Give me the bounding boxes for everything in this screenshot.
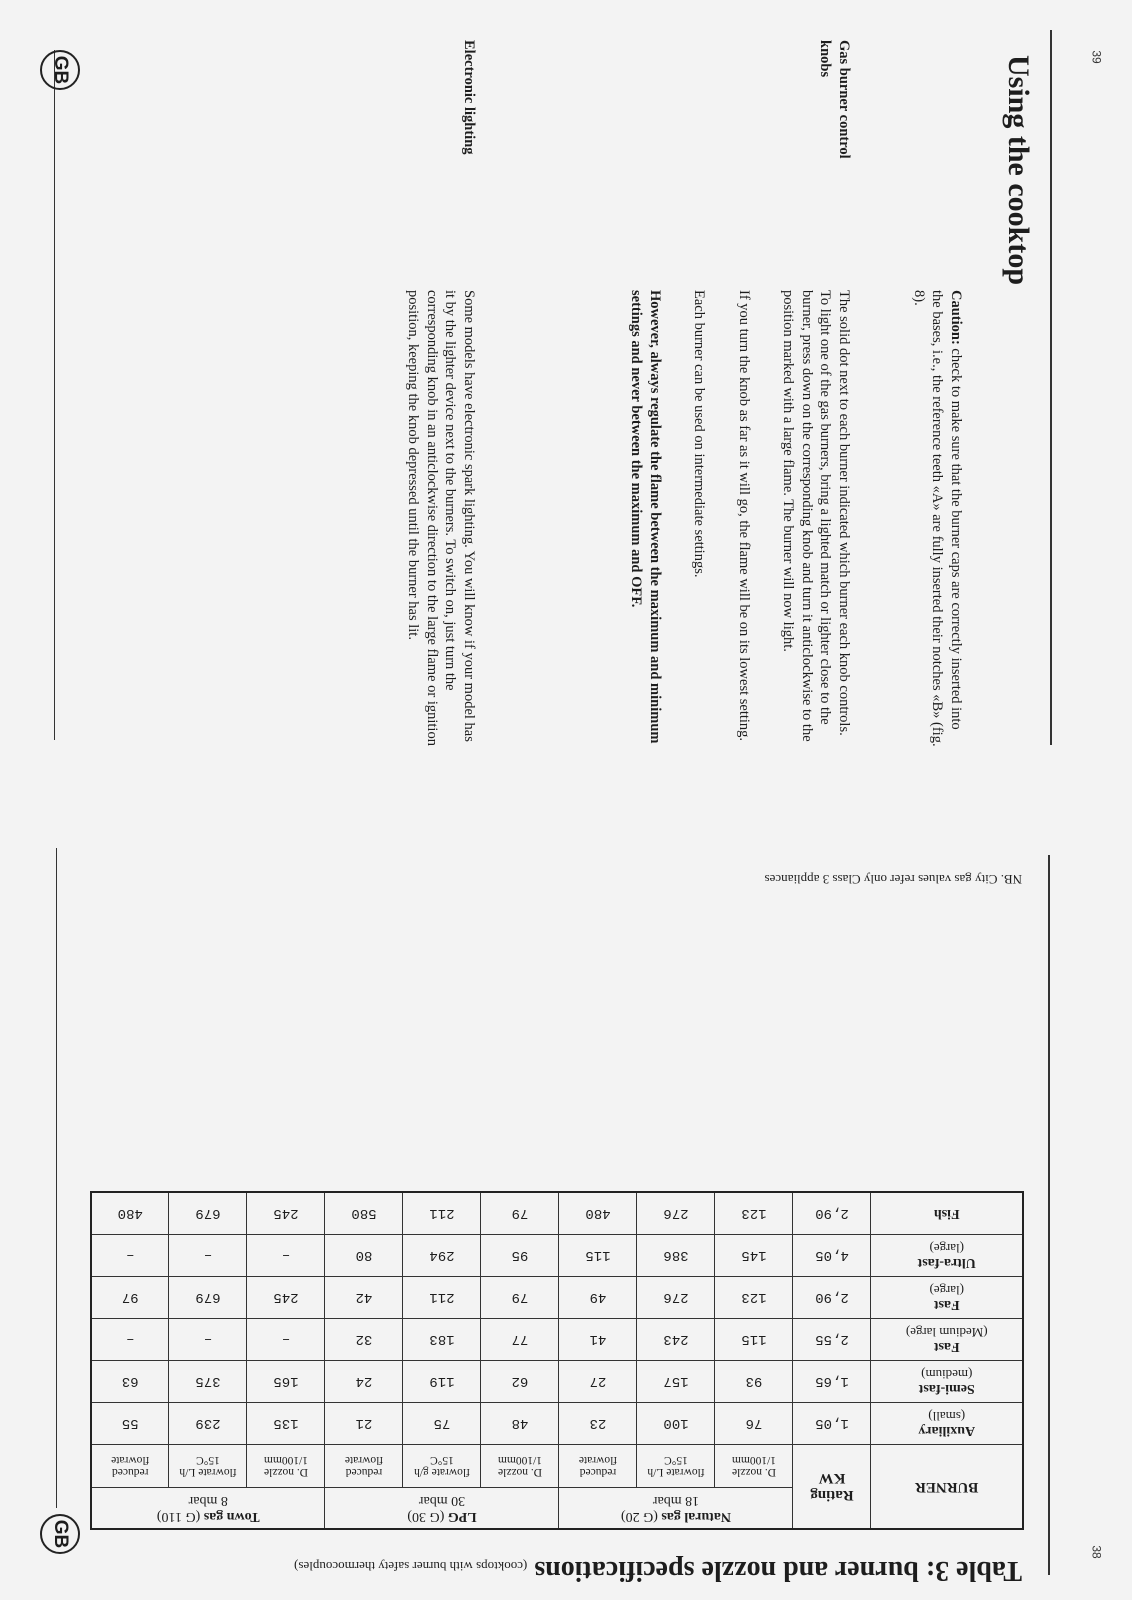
- burner-name-cell: [871, 1192, 1023, 1235]
- value-cell: 119: [403, 1361, 481, 1403]
- group-pressure: 8 mbar: [188, 1493, 228, 1508]
- table-subtitle: (cooktops with burner safety thermocouples): [294, 1559, 528, 1574]
- value-cell: 375: [169, 1361, 247, 1403]
- value-cell: 276: [637, 1277, 715, 1319]
- col-header: flowrate L/h 15°C: [169, 1445, 247, 1488]
- value-cell: 95: [481, 1235, 559, 1277]
- burner-name-cell: [871, 1361, 1023, 1403]
- town-gas-header: [91, 1488, 325, 1530]
- value-cell: –: [91, 1319, 169, 1361]
- value-cell: 580: [325, 1192, 403, 1235]
- electronic-label: Electronic lighting: [461, 40, 477, 155]
- value-cell: 48: [481, 1403, 559, 1445]
- burner-size: (Medium large): [905, 1324, 988, 1340]
- table-row: [91, 1403, 1023, 1445]
- burner-header: BURNER: [871, 1445, 1023, 1530]
- group-name: LPG: [447, 1509, 477, 1524]
- table-row: [91, 1277, 1023, 1319]
- value-cell: 2,90: [793, 1277, 871, 1319]
- value-cell: 76: [715, 1403, 793, 1445]
- table-title: [294, 1554, 1022, 1586]
- value-cell: –: [91, 1235, 169, 1277]
- table-row: [91, 1319, 1023, 1361]
- burner-name: Fast: [933, 1297, 960, 1313]
- col-header: flowrate g/h 15°C: [403, 1445, 481, 1488]
- knobs-paragraph-3: If you turn the knob as far as it will go, the flame will be on its lowest setting.: [735, 290, 752, 742]
- page-title: Using the cooktop: [1002, 55, 1035, 286]
- value-cell: 115: [559, 1235, 637, 1277]
- table-row: [91, 1361, 1023, 1403]
- value-cell: 2,55: [793, 1319, 871, 1361]
- value-cell: 679: [169, 1277, 247, 1319]
- knobs-paragraph-1: The solid dot next to each burner indicated which burner each knob controls.: [836, 290, 852, 736]
- burner-name: Semi-fast: [918, 1381, 975, 1397]
- col-header: D. nozzle 1/100mm: [247, 1445, 325, 1488]
- burner-name: Fish: [933, 1206, 960, 1222]
- value-cell: 21: [325, 1403, 403, 1445]
- value-cell: 145: [715, 1235, 793, 1277]
- burner-name: Ultra-fast: [917, 1255, 976, 1271]
- value-cell: 27: [559, 1361, 637, 1403]
- gb-badge-label: GB: [50, 55, 71, 85]
- burner-name: Fast: [933, 1339, 960, 1355]
- value-cell: 77: [481, 1319, 559, 1361]
- value-cell: 276: [637, 1192, 715, 1235]
- knobs-label: Gas burner control knobs: [817, 40, 852, 159]
- burner-name: Auxiliary: [918, 1423, 976, 1439]
- value-cell: 123: [715, 1192, 793, 1235]
- group-pressure: 30 mbar: [418, 1493, 466, 1508]
- value-cell: 480: [91, 1192, 169, 1235]
- value-cell: 294: [403, 1235, 481, 1277]
- value-cell: 115: [715, 1319, 793, 1361]
- knobs-paragraph-2: To light one of the gas burners, bring a lighted match or lighter close to the burner, press down on the corresponding knob and turn it anticlockwise to the position marked with a large flame. The burner will now light.: [780, 290, 834, 742]
- value-cell: 245: [247, 1277, 325, 1319]
- value-cell: 211: [403, 1277, 481, 1319]
- value-cell: –: [247, 1235, 325, 1277]
- value-cell: 97: [91, 1277, 169, 1319]
- value-cell: 245: [247, 1192, 325, 1235]
- value-cell: 80: [325, 1235, 403, 1277]
- value-cell: 211: [403, 1192, 481, 1235]
- knobs-paragraph-4: Each burner can be used on intermediate settings.: [691, 290, 708, 578]
- table-row: [91, 1192, 1023, 1235]
- col-header: reduced flowrate: [91, 1445, 169, 1488]
- value-cell: 4,05: [793, 1235, 871, 1277]
- value-cell: 123: [715, 1277, 793, 1319]
- col-header: D. nozzle 1/100mm: [715, 1445, 793, 1488]
- group-pressure: 18 mbar: [652, 1493, 700, 1508]
- col-header: flowrate L/h 15°C: [637, 1445, 715, 1488]
- col-header: reduced flowrate: [559, 1445, 637, 1488]
- col-header: D. nozzle 1/100mm: [481, 1445, 559, 1488]
- value-cell: 79: [481, 1192, 559, 1235]
- value-cell: –: [247, 1319, 325, 1361]
- burner-name-cell: [871, 1277, 1023, 1319]
- value-cell: 63: [91, 1361, 169, 1403]
- burner-nozzle-table: [90, 1191, 1024, 1530]
- value-cell: 62: [481, 1361, 559, 1403]
- value-cell: 23: [559, 1403, 637, 1445]
- value-cell: 41: [559, 1319, 637, 1361]
- electronic-text: Some models have electronic spark lighting. You will know if your model has it by the lighter device next to the burners. To switch on, just turn the corresponding knob in an anticlockwise direction to the large flame or ignition position, keeping the knob depressed until the burner has lit.: [405, 290, 477, 746]
- burner-size: (small): [928, 1408, 966, 1424]
- value-cell: 24: [325, 1361, 403, 1403]
- rating-header-unit: KW: [818, 1470, 846, 1487]
- value-cell: 49: [559, 1277, 637, 1319]
- burner-name-cell: [871, 1403, 1023, 1445]
- table-note: NB. City gas values refer only Class 3 appliances: [764, 872, 1022, 887]
- group-name: Natural gas: [661, 1509, 732, 1524]
- burner-size: (large): [929, 1282, 964, 1298]
- caution-label: Caution:: [948, 290, 964, 345]
- rating-header: [793, 1445, 871, 1530]
- value-cell: 2,90: [793, 1192, 871, 1235]
- value-cell: 386: [637, 1235, 715, 1277]
- value-cell: 42: [325, 1277, 403, 1319]
- burner-name-cell: [871, 1235, 1023, 1277]
- group-code: (G 110): [156, 1509, 201, 1524]
- col-header: reduced flowrate: [325, 1445, 403, 1488]
- value-cell: 239: [169, 1403, 247, 1445]
- value-cell: 32: [325, 1319, 403, 1361]
- value-cell: –: [169, 1235, 247, 1277]
- value-cell: 157: [637, 1361, 715, 1403]
- table-body: [91, 1192, 1023, 1445]
- rating-header-label: Rating: [810, 1487, 854, 1504]
- natural-gas-header: [559, 1488, 793, 1530]
- value-cell: 75: [403, 1403, 481, 1445]
- value-cell: 93: [715, 1361, 793, 1403]
- burner-size: (large): [929, 1240, 964, 1256]
- group-name: Town gas: [203, 1509, 260, 1524]
- value-cell: 480: [559, 1192, 637, 1235]
- group-code: (G 20): [620, 1509, 658, 1524]
- table-row: [91, 1235, 1023, 1277]
- gb-badge-label: GB: [50, 1519, 71, 1549]
- value-cell: 100: [637, 1403, 715, 1445]
- value-cell: 79: [481, 1277, 559, 1319]
- page-number-right: 39: [1089, 50, 1104, 64]
- value-cell: 679: [169, 1192, 247, 1235]
- caution-text: check to make sure that the burner caps are correctly inserted into the bases, i.e., the reference teeth «A» are fully inserted their notches «B» (fig. 8).: [910, 290, 964, 747]
- value-cell: –: [169, 1319, 247, 1361]
- lpg-header: [325, 1488, 559, 1530]
- group-code: (G 30): [407, 1509, 445, 1524]
- table-title-text: Table 3: burner and nozzle specifications: [534, 1555, 1022, 1586]
- value-cell: 1,05: [793, 1403, 871, 1445]
- value-cell: 135: [247, 1403, 325, 1445]
- value-cell: 183: [403, 1319, 481, 1361]
- burner-size: (medium): [921, 1366, 973, 1382]
- page-number-left: 38: [1089, 1545, 1104, 1559]
- value-cell: 55: [91, 1403, 169, 1445]
- value-cell: 165: [247, 1361, 325, 1403]
- value-cell: 243: [637, 1319, 715, 1361]
- knobs-warning: However, always regulate the flame between the maximum and minimum settings and never between the maximum and OFF.: [628, 290, 663, 744]
- burner-name-cell: [871, 1319, 1023, 1361]
- value-cell: 1,65: [793, 1361, 871, 1403]
